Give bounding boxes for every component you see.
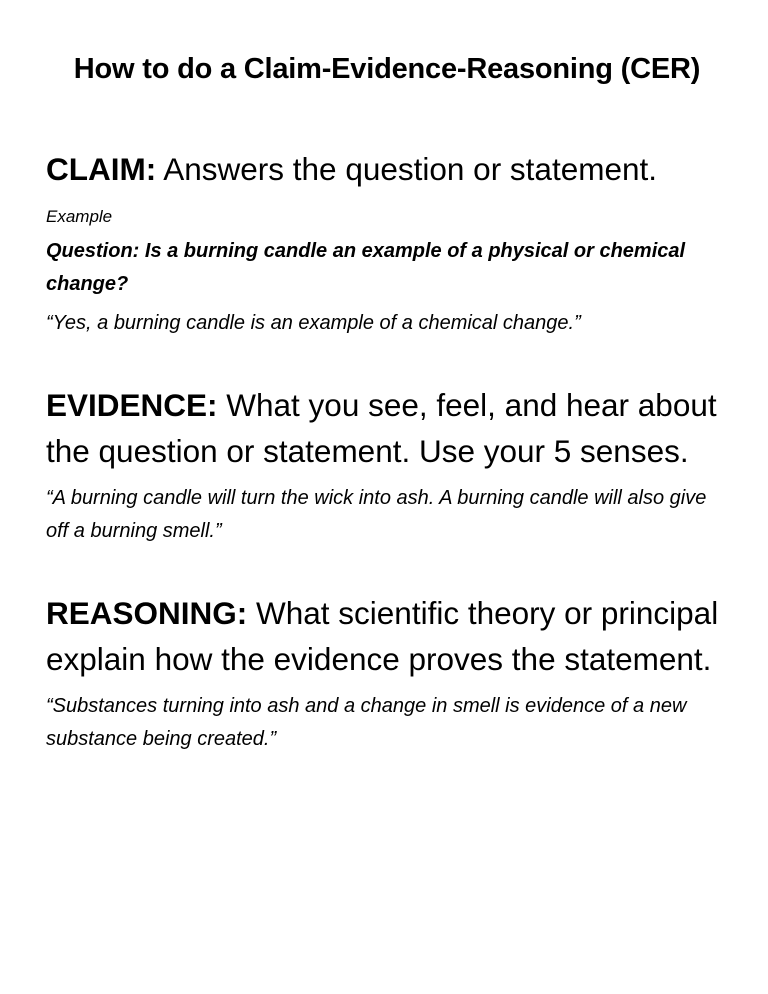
claim-example-label: Example	[46, 207, 113, 226]
evidence-section	[46, 382, 728, 548]
evidence-term: EVIDENCE:	[46, 387, 218, 423]
claim-example-answer: “Yes, a burning candle is an example of a chemical change.”	[46, 312, 581, 334]
reasoning-example: “Substances turning into ash and a change in smell is evidence of a new substance being created.”	[46, 695, 687, 750]
reasoning-definition: What scientific theory or principal explain how the evidence proves the statement.	[46, 595, 719, 677]
claim-example-question: Question: Is a burning candle an example of a physical or chemical change?	[46, 240, 686, 295]
reasoning-section	[46, 590, 728, 756]
evidence-heading	[46, 382, 728, 474]
claim-term: CLAIM:	[46, 151, 157, 187]
reasoning-term: REASONING:	[46, 595, 248, 631]
document-title: How to do a Claim-Evidence-Reasoning (CER)	[73, 53, 701, 85]
reasoning-heading	[46, 590, 728, 682]
claim-heading	[46, 146, 728, 192]
evidence-example: “A burning candle will turn the wick into ash. A burning candle will also give off a burning smell.”	[46, 487, 707, 542]
evidence-definition: What you see, feel, and hear about the question or statement. Use your 5 senses.	[46, 387, 717, 469]
claim-section	[46, 146, 728, 340]
claim-definition: Answers the question or statement.	[156, 151, 658, 187]
